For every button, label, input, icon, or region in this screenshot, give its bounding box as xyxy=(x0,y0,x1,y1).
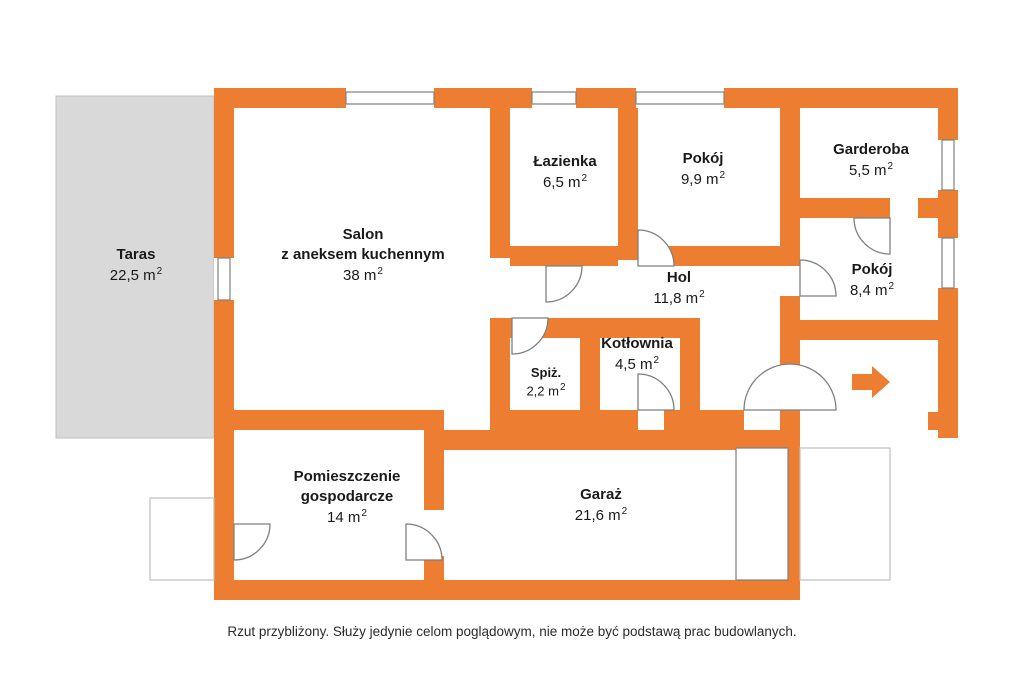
area-exponent: 2 xyxy=(653,354,660,366)
room-name: Pokój xyxy=(682,150,724,167)
marker-square xyxy=(928,412,944,430)
room-area: 2,2 $m^2$ xyxy=(526,382,566,399)
room-area: 5,5 $m^2$ xyxy=(848,160,894,179)
room-area: 21,6 $m^2$ xyxy=(574,505,628,524)
room-name-line2: gospodarcze xyxy=(300,487,394,505)
area-exponent: 2 xyxy=(559,382,566,394)
room-name-line2: z aneksem kuchennym xyxy=(281,245,445,263)
disclaimer-note: Rzut przybliżony. Służy jedynie celom poglądowym, nie może być podstawą prac budowlanych. xyxy=(227,624,797,639)
room-name: Garaż xyxy=(580,486,622,503)
area-exponent: 2 xyxy=(887,160,894,172)
porch-outline xyxy=(150,498,214,580)
terrace-area xyxy=(56,96,214,438)
room-name: Łazienka xyxy=(533,153,597,170)
area-exponent: 2 xyxy=(361,507,367,519)
room-name: Pokój xyxy=(851,261,893,278)
room-area: 22,5 $m^2$ xyxy=(109,265,163,284)
area-exponent: 2 xyxy=(719,169,726,181)
area-exponent: 2 xyxy=(156,265,163,277)
area-exponent: 2 xyxy=(888,280,895,292)
room-name: Spiż. xyxy=(530,365,562,380)
room-area: 4,5 $m^2$ xyxy=(614,354,660,373)
room-area: 6,5 $m^2$ xyxy=(542,172,588,191)
room-name: Taras xyxy=(116,246,156,263)
area-exponent: 2 xyxy=(581,172,588,184)
area-exponent: 2 xyxy=(699,288,705,300)
room-name: Pomieszczenie xyxy=(293,468,401,485)
room-area: 11,8 $m^2$ xyxy=(653,288,705,307)
room-name: Kotłownia xyxy=(601,335,673,352)
room-name: Hol xyxy=(666,269,692,286)
room-area: 14 $m^2$ xyxy=(327,507,367,526)
room-area: 8,4 $m^2$ xyxy=(849,280,895,299)
room-area: 9,9 $m^2$ xyxy=(680,169,726,188)
room-name: Salon xyxy=(342,226,384,243)
area-exponent: 2 xyxy=(377,265,383,277)
room-name: Garderoba xyxy=(833,141,909,158)
room-area: 38 $m^2$ xyxy=(343,265,383,284)
area-exponent: 2 xyxy=(621,505,628,517)
